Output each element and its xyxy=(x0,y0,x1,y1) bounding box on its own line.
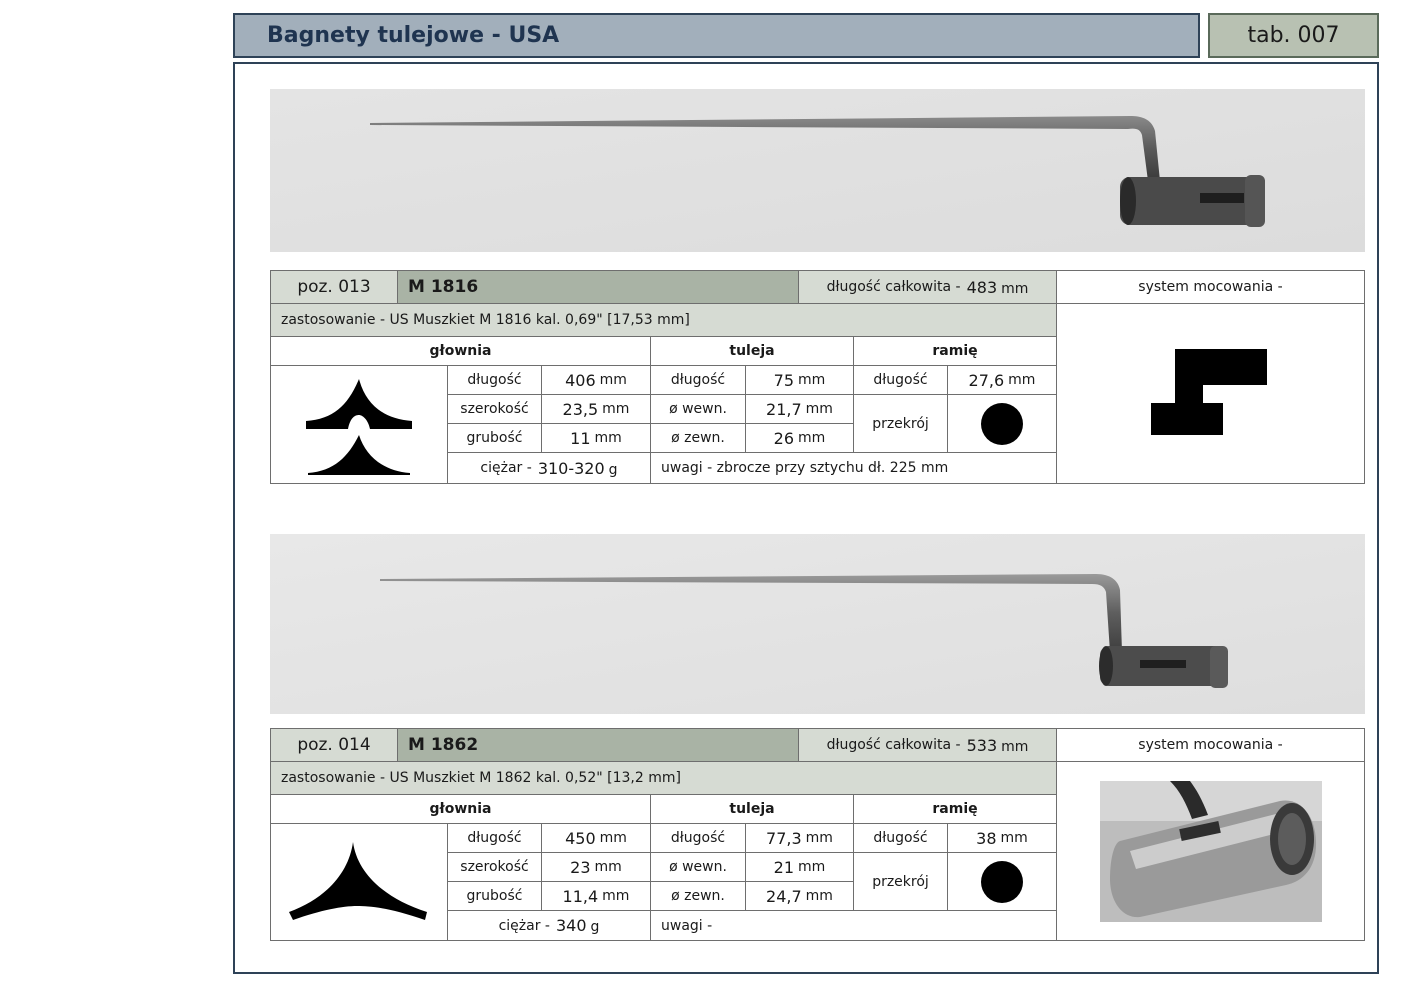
socket-length-value: 75 mm xyxy=(745,365,854,395)
section-socket-header: tuleja xyxy=(650,794,854,824)
blade-length-label: długość xyxy=(447,365,542,395)
blade-width-label: szerokość xyxy=(447,852,542,882)
blade-thickness-value: 11 mm xyxy=(541,423,651,453)
arm-section-label: przekrój xyxy=(853,852,948,911)
round-section-icon xyxy=(980,860,1024,904)
total-length-cell: długość całkowita - 533 mm xyxy=(798,728,1057,762)
blade-thickness-label: grubość xyxy=(447,423,542,453)
socket-inner-label: ø wewn. xyxy=(650,394,746,424)
poz-cell: poz. 014 xyxy=(270,728,398,762)
blade-cross-section-drawing xyxy=(270,823,448,941)
poz-cell: poz. 013 xyxy=(270,270,398,304)
socket-length-label: długość xyxy=(650,365,746,395)
socket-outer-value: 24,7 mm xyxy=(745,881,854,911)
model-cell: M 1862 xyxy=(397,728,799,762)
model-cell: M 1816 xyxy=(397,270,799,304)
blade-profile-icon xyxy=(304,375,414,475)
blade-length-value: 450 mm xyxy=(541,823,651,853)
blade-length-label: długość xyxy=(447,823,542,853)
socket-inner-value: 21 mm xyxy=(745,852,854,882)
system-label-cell: system mocowania - xyxy=(1056,728,1365,762)
section-arm-header: ramię xyxy=(853,794,1057,824)
section-blade-header: głownia xyxy=(270,336,651,366)
arm-length-value: 38 mm xyxy=(947,823,1057,853)
socket-outer-label: ø zewn. xyxy=(650,423,746,453)
section-arm-header: ramię xyxy=(853,336,1057,366)
arm-section-drawing xyxy=(947,852,1057,911)
arm-section-drawing xyxy=(947,394,1057,453)
mounting-system-photo xyxy=(1056,761,1365,941)
socket-length-value: 77,3 mm xyxy=(745,823,854,853)
total-length-cell: długość całkowita - 483 mm xyxy=(798,270,1057,304)
bayonet-photo-m1862 xyxy=(270,534,1365,714)
round-section-icon xyxy=(980,402,1024,446)
blade-width-value: 23 mm xyxy=(541,852,651,882)
socket-photo-icon xyxy=(1100,781,1322,922)
arm-length-label: długość xyxy=(853,365,948,395)
weight-cell: ciężar - 340 g xyxy=(447,910,651,941)
socket-inner-label: ø wewn. xyxy=(650,852,746,882)
blade-width-value: 23,5 mm xyxy=(541,394,651,424)
blade-thickness-label: grubość xyxy=(447,881,542,911)
arm-section-label: przekrój xyxy=(853,394,948,453)
page-title: Bagnety tulejowe - USA xyxy=(233,13,1200,58)
section-blade-header: głownia xyxy=(270,794,651,824)
usage-cell: zastosowanie - US Muszkiet M 1862 kal. 0,52" [13,2 mm] xyxy=(270,761,1057,795)
section-socket-header: tuleja xyxy=(650,336,854,366)
weight-cell: ciężar - 310-320 g xyxy=(447,452,651,484)
arm-length-label: długość xyxy=(853,823,948,853)
blade-length-value: 406 mm xyxy=(541,365,651,395)
system-label-cell: system mocowania - xyxy=(1056,270,1365,304)
socket-outer-value: 26 mm xyxy=(745,423,854,453)
socket-outer-label: ø zewn. xyxy=(650,881,746,911)
blade-profile-icon xyxy=(287,842,431,922)
mounting-system-icon xyxy=(1151,349,1271,439)
socket-inner-value: 21,7 mm xyxy=(745,394,854,424)
socket-length-label: długość xyxy=(650,823,746,853)
table-number: tab. 007 xyxy=(1208,13,1379,58)
blade-width-label: szerokość xyxy=(447,394,542,424)
bayonet-photo-m1816 xyxy=(270,89,1365,252)
blade-thickness-value: 11,4 mm xyxy=(541,881,651,911)
mounting-system-drawing xyxy=(1056,303,1365,484)
notes-cell: uwagi - zbrocze przy sztychu dł. 225 mm xyxy=(650,452,1057,484)
blade-cross-section-drawing xyxy=(270,365,448,484)
notes-cell: uwagi - xyxy=(650,910,1057,941)
usage-cell: zastosowanie - US Muszkiet M 1816 kal. 0,69" [17,53 mm] xyxy=(270,303,1057,337)
arm-length-value: 27,6 mm xyxy=(947,365,1057,395)
